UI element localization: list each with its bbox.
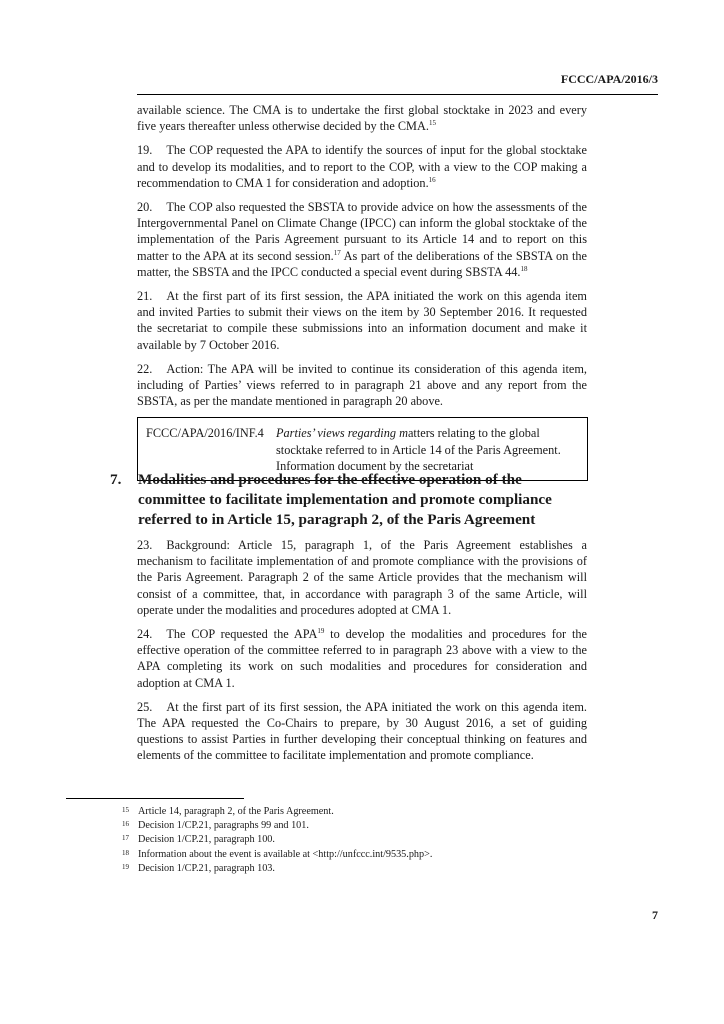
paragraph-text: Background: Article 15, paragraph 1, of the Paris Agreement establishes a mechanism to facilitate implementation of and promote compliance with the provisions of the Paris Agreement. Paragraph 2 of the same Article provides that the mechanism will consist of a committee, that, in accordance with paragraph 3 of the same Article, will operate under the modalities and procedures adopted at CMA 1. bbox=[137, 538, 587, 617]
paragraph-19 bbox=[137, 142, 587, 191]
paragraph-25 bbox=[137, 699, 587, 764]
document-reference-description bbox=[276, 425, 579, 474]
paragraph-number: 19. bbox=[137, 143, 153, 158]
document-title: atters relating to the global stocktake referred to in Article 14 of the Paris Agreement. bbox=[276, 426, 561, 457]
section-title: Modalities and procedures for the effective operation of the committee to facilitate implementation and promote compliance referred to in Article 15, paragraph 2, of the Paris Agreement bbox=[138, 471, 552, 528]
paragraph-number: 25. bbox=[137, 699, 153, 714]
paragraph-text: to develop the modalities and procedures for the effective operation of the committee referred to in paragraph 23 above with a view to the APA completing its work on such modalities and procedures for consideration and adoption at CMA 1. bbox=[137, 627, 587, 690]
footnote-text[interactable]: Information about the event is available at <http://unfccc.int/9535.php>. bbox=[138, 848, 433, 860]
footnote-ref[interactable]: 17 bbox=[333, 248, 341, 257]
footnote-item bbox=[122, 805, 572, 819]
paragraph-text: The COP requested the APA to identify the sources of input for the global stocktake and to develop its modalities, and to report to the COP, with a view to the COP making a recommendation to CMA 1 for consideration and adoption. bbox=[137, 143, 587, 190]
footnote-item bbox=[122, 862, 572, 876]
footnote-text: Decision 1/CP.21, paragraphs 99 and 101. bbox=[138, 820, 309, 832]
footnote-text: Article 14, paragraph 2, of the Paris Agreement. bbox=[138, 806, 334, 817]
footnote-number: 15 bbox=[122, 806, 129, 814]
document-title-italic: Parties’ views regarding m bbox=[276, 426, 408, 441]
document-symbol: FCCC/APA/2016/3 bbox=[560, 72, 658, 86]
paragraph-number: 22. bbox=[137, 361, 153, 376]
paragraph-text: At the first part of its first session, the APA initiated the work on this agenda item. The APA requested the Co-Chairs to prepare, by 30 August 2016, a set of guiding questions to assist Parties in further developing their conceptual thinking on features and elements of the committee to facilitate implementation and promote compliance. bbox=[137, 699, 587, 763]
footnote-number: 16 bbox=[122, 820, 129, 829]
section-number: 7. bbox=[110, 471, 122, 488]
paragraph-text: At the first part of its first session, the APA initiated the work on this agenda item and invited Parties to submit their views on the item by 30 September 2016. It requested the secretariat to compile these submissions into an information document and make it available by 7 October 2016. bbox=[137, 289, 587, 352]
paragraph-20 bbox=[137, 199, 587, 280]
footnote-separator bbox=[66, 798, 244, 799]
paragraph-text: The COP also requested the SBSTA to provide advice on how the assessments of the Intergovernmental Panel on Climate Change (IPCC) can inform the global stocktake of the implementation of the Paris Agreement pursuant to its Article 14 and to report on this matter to the APA at its second session. bbox=[137, 200, 587, 263]
paragraph-text: available science. The CMA is to undertake the first global stocktake in 2023 and every five years thereafter unless otherwise decided by the CMA. bbox=[137, 103, 587, 134]
footnote-ref[interactable]: 16 bbox=[428, 175, 436, 184]
body-bottom bbox=[137, 537, 587, 772]
footnote-number: 19 bbox=[122, 862, 129, 871]
footnote-ref[interactable]: 19 bbox=[317, 627, 325, 636]
paragraph-text: As part of the deliberations of the SBSTA on the matter, the SBSTA and the IPCC conducted a special event during SBSTA 44. bbox=[137, 248, 587, 279]
footnote-item bbox=[122, 819, 572, 833]
footnote-text: Decision 1/CP.21, paragraph 100. bbox=[138, 834, 275, 846]
paragraph-18-continued bbox=[137, 102, 587, 134]
footnote-number: 18 bbox=[122, 848, 129, 857]
paragraph-text: The COP requested the APA bbox=[166, 627, 318, 642]
footnote-item bbox=[122, 848, 572, 862]
page-number: 7 bbox=[652, 908, 658, 922]
paragraph-number: 23. bbox=[137, 538, 153, 552]
section-heading bbox=[110, 470, 590, 530]
paragraph-21 bbox=[137, 288, 587, 353]
body-top bbox=[137, 102, 587, 481]
footnote-ref[interactable]: 15 bbox=[428, 119, 436, 128]
paragraph-number: 24. bbox=[137, 627, 153, 642]
header-rule bbox=[137, 94, 658, 95]
footnote-item bbox=[122, 833, 572, 847]
paragraph-22 bbox=[137, 361, 587, 410]
document-note: Information document by the secretariat bbox=[276, 458, 474, 473]
document-reference-symbol: FCCC/APA/2016/INF.4 bbox=[146, 426, 264, 441]
paragraph-number: 21. bbox=[137, 289, 153, 304]
paragraph-24 bbox=[137, 626, 587, 691]
paragraph-text: Action: The APA will be invited to continue its consideration of this agenda item, including of Parties’ views referred to in paragraph 21 above and any report from the SBSTA, as per the mandate mentioned in paragraph 20 above. bbox=[137, 361, 587, 409]
footnote-text: Decision 1/CP.21, paragraph 103. bbox=[138, 862, 275, 874]
paragraph-number: 20. bbox=[137, 200, 153, 215]
footnote-ref[interactable]: 18 bbox=[520, 264, 528, 273]
footnotes bbox=[122, 805, 572, 876]
footnote-number: 17 bbox=[122, 834, 129, 843]
paragraph-23 bbox=[137, 537, 587, 618]
